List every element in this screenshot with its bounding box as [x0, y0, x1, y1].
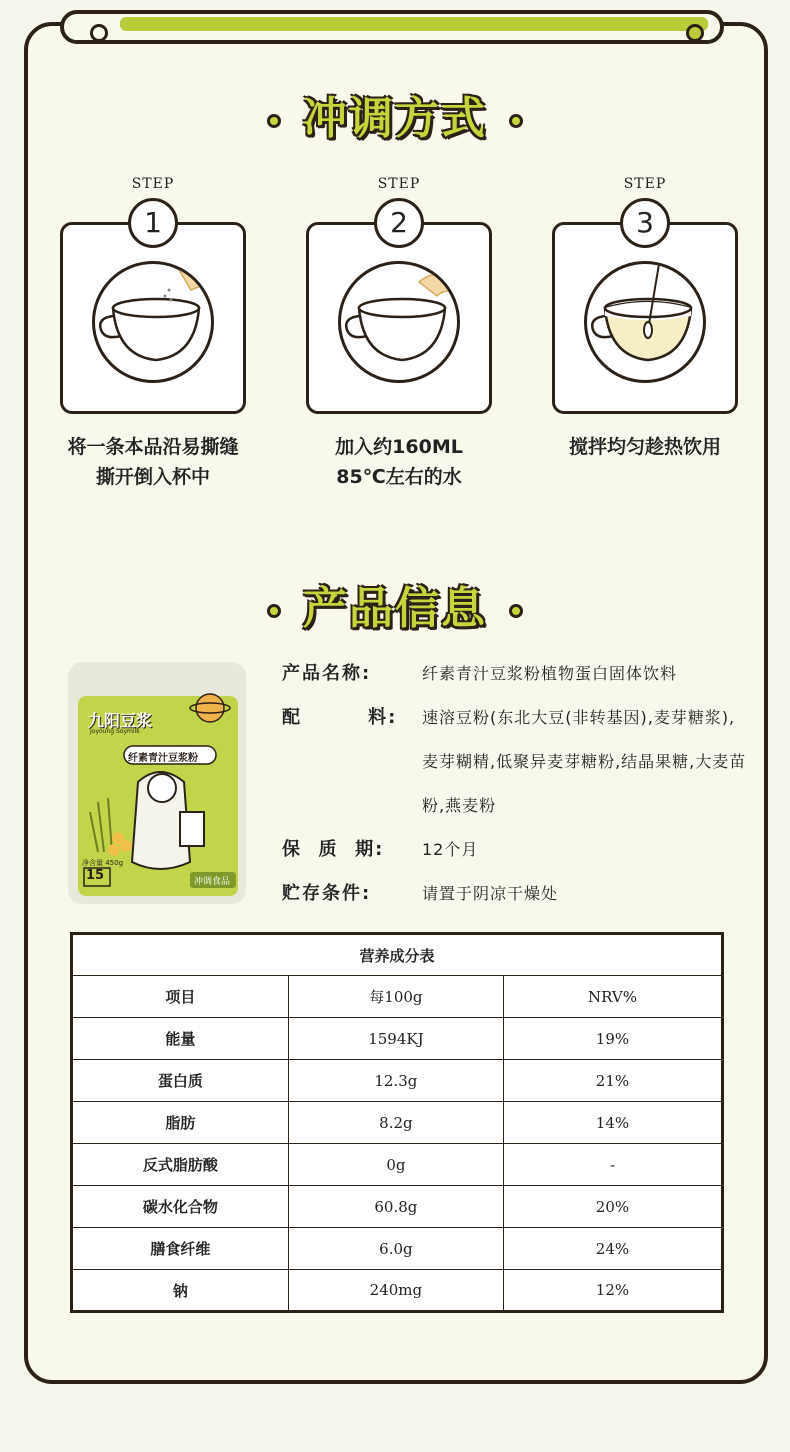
header-cell: 每100g: [288, 976, 503, 1018]
step-3: [552, 176, 738, 496]
nutrient-name: 反式脂肪酸: [72, 1144, 289, 1186]
desc-line: 加入约160ML: [335, 436, 463, 458]
brewing-title-text: 冲调方式: [303, 93, 487, 144]
table-row: [72, 1228, 723, 1270]
bullet-icon: [509, 604, 523, 618]
pack-count: 15: [86, 868, 105, 883]
info-label: 配 料:: [282, 707, 398, 728]
cup-stir-icon: [587, 264, 706, 383]
desc-line: 搅拌均匀趁热饮用: [568, 436, 721, 458]
per-100g-value: 0g: [288, 1144, 503, 1186]
desc-line: 将一条本品沿易撕缝: [67, 436, 239, 458]
step-1: [60, 176, 246, 496]
nutrient-name: 碳水化合物: [72, 1186, 289, 1228]
step-label: STEP: [377, 176, 421, 192]
bullet-icon: [267, 604, 281, 618]
nrv-value: 21%: [503, 1060, 722, 1102]
nrv-value: 20%: [503, 1186, 722, 1228]
cup-pour-water-icon: [341, 264, 460, 383]
per-100g-value: 12.3g: [288, 1060, 503, 1102]
ring-icon: [90, 24, 108, 42]
product-section-title: [0, 572, 790, 636]
product-title-text: 产品信息: [303, 583, 487, 634]
info-label: 产品名称:: [282, 663, 372, 684]
table-title-row: [72, 934, 723, 976]
info-value: 请置于阴凉干燥处: [422, 884, 559, 903]
brewing-section-title: [0, 82, 790, 146]
nrv-value: 14%: [503, 1102, 722, 1144]
per-100g-value: 60.8g: [288, 1186, 503, 1228]
info-value: 速溶豆粉(东北大豆(非转基因),麦芽糖浆),麦芽糊精,低聚异麦芽糖粉,结晶果糖,大麦苗粉,燕麦粉: [422, 708, 747, 815]
step-description: [522, 432, 768, 462]
brand-english: Joyoung Soymilk: [90, 728, 140, 735]
table-row: [72, 1060, 723, 1102]
nrv-value: 12%: [503, 1270, 722, 1312]
table-header-row: [72, 976, 723, 1018]
header-cell: NRV%: [503, 976, 722, 1018]
top-decoration-bar: [60, 10, 724, 44]
cup-illustration: [584, 261, 706, 383]
nutrient-name: 蛋白质: [72, 1060, 289, 1102]
step-illustration-box: [60, 222, 246, 414]
step-number: 2: [374, 198, 424, 248]
bullet-icon: [267, 114, 281, 128]
step-label: STEP: [623, 176, 667, 192]
info-value: 12个月: [422, 840, 479, 859]
info-value: 纤素青汁豆浆粉植物蛋白固体饮料: [422, 664, 678, 683]
category-badge: 冲调食品: [194, 877, 231, 887]
cup-illustration: [338, 261, 460, 383]
step-illustration-box: [306, 222, 492, 414]
nutrient-name: 钠: [72, 1270, 289, 1312]
info-label: 贮存条件:: [282, 883, 372, 904]
per-100g-value: 1594KJ: [288, 1018, 503, 1060]
brand-name: 九阳豆浆: [88, 711, 153, 730]
product-package-image: [68, 662, 246, 904]
per-100g-value: 8.2g: [288, 1102, 503, 1144]
info-label: 保 质 期:: [282, 839, 385, 860]
step-number: 1: [128, 198, 178, 248]
desc-line: 85℃左右的水: [336, 466, 462, 488]
per-100g-value: 6.0g: [288, 1228, 503, 1270]
step-description: [30, 432, 276, 492]
step-description: [276, 432, 522, 492]
nrv-value: 19%: [503, 1018, 722, 1060]
table-row: [72, 1270, 723, 1312]
nrv-value: 24%: [503, 1228, 722, 1270]
table-row: [72, 1144, 723, 1186]
step-label: STEP: [131, 176, 175, 192]
header-cell: 项目: [72, 976, 289, 1018]
step-number: 3: [620, 198, 670, 248]
nutrient-name: 膳食纤维: [72, 1228, 289, 1270]
net-weight: 净含量 450g: [82, 859, 124, 867]
per-100g-value: 240mg: [288, 1270, 503, 1312]
step-illustration-box: [552, 222, 738, 414]
dot-icon: [686, 24, 704, 42]
table-row: [72, 1018, 723, 1060]
cup-pour-powder-icon: [95, 264, 214, 383]
desc-line: 撕开倒入杯中: [95, 466, 210, 488]
package-product-name: 纤素青汁豆浆粉: [128, 753, 198, 764]
nutrient-name: 能量: [72, 1018, 289, 1060]
nutrition-table: [70, 932, 724, 1313]
nutrient-name: 脂肪: [72, 1102, 289, 1144]
nrv-value: -: [503, 1144, 722, 1186]
bullet-icon: [509, 114, 523, 128]
table-title: 营养成分表: [72, 934, 723, 976]
table-row: [72, 1186, 723, 1228]
green-stripe: [120, 17, 708, 31]
table-row: [72, 1102, 723, 1144]
cup-illustration: [92, 261, 214, 383]
step-2: [306, 176, 492, 496]
